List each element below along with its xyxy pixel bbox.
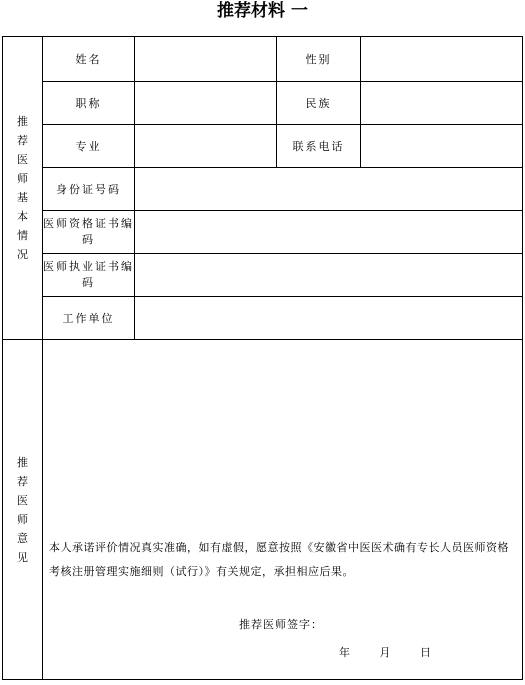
recommendation-form	[2, 36, 523, 680]
phone-label: 联系电话	[277, 125, 361, 168]
gender-field[interactable]	[361, 37, 523, 82]
practice-cert-field[interactable]	[135, 254, 523, 297]
date-label: 年 月 日	[339, 646, 431, 659]
opinion-side-label: 推荐医师意见	[3, 340, 43, 680]
title-label: 职称	[43, 82, 135, 125]
name-field[interactable]	[135, 37, 277, 82]
gender-label: 性别	[277, 37, 361, 82]
document-title: 推荐材料 一	[217, 1, 308, 21]
qualification-cert-label: 医师资格证书编码	[43, 211, 135, 254]
ethnicity-label: 民族	[277, 82, 361, 125]
signature-label: 推荐医师签字：	[239, 618, 323, 631]
name-label: 姓名	[43, 37, 135, 82]
specialty-field[interactable]	[135, 125, 277, 168]
workplace-label: 工作单位	[43, 297, 135, 340]
opinion-area[interactable]	[43, 340, 523, 680]
id-number-field[interactable]	[135, 168, 523, 211]
basic-info-side-label: 推荐医师基本情况	[3, 37, 43, 340]
ethnicity-field[interactable]	[361, 82, 523, 125]
phone-field[interactable]	[361, 125, 523, 168]
title-field[interactable]	[135, 82, 277, 125]
workplace-field[interactable]	[135, 297, 523, 340]
qualification-cert-field[interactable]	[135, 211, 523, 254]
id-number-label: 身份证号码	[43, 168, 135, 211]
practice-cert-label: 医师执业证书编码	[43, 254, 135, 297]
specialty-label: 专业	[43, 125, 135, 168]
commitment-text: 本人承诺评价情况真实准确，如有虚假，愿意按照《安徽省中医医术确有专长人员医师资格考核注册管理实施细则（试行）》有关规定，承担相应后果。	[49, 541, 509, 578]
